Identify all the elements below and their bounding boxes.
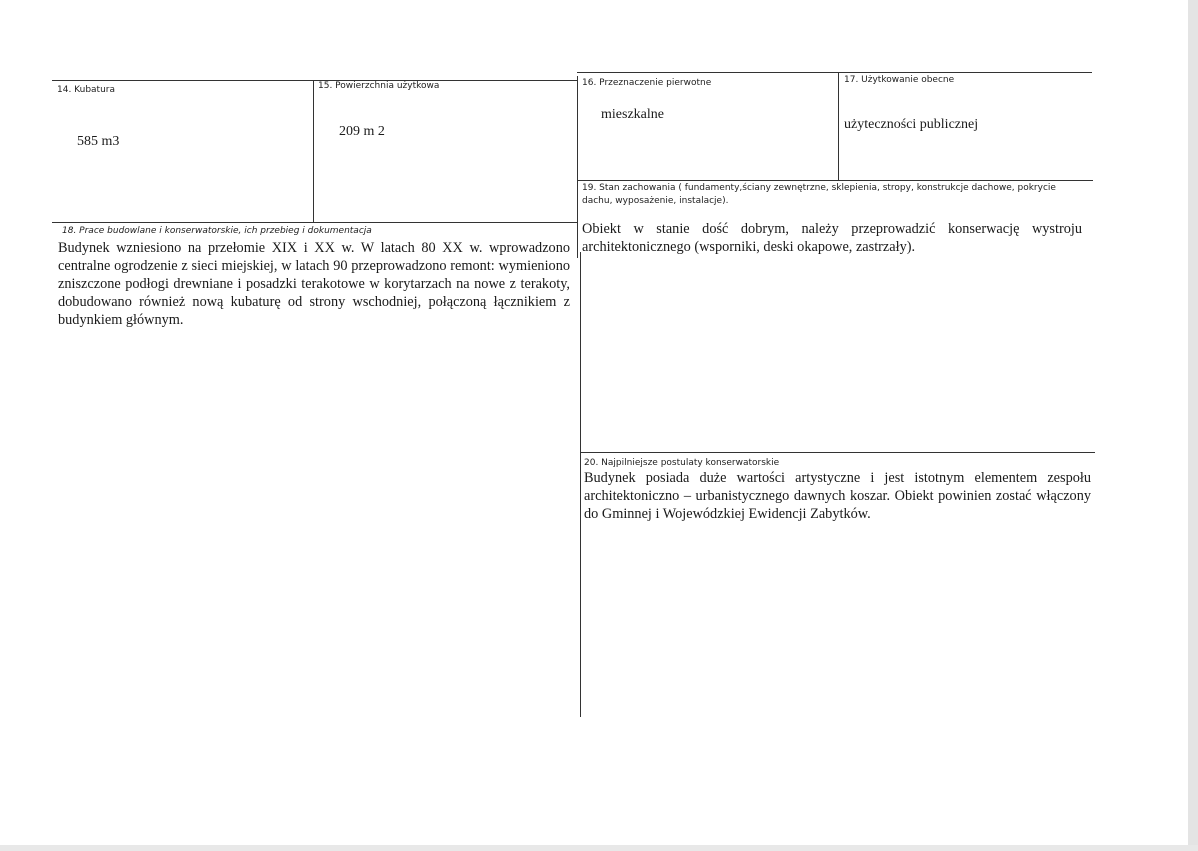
- rule-under-16-17: [578, 180, 1093, 181]
- field-18-text: Budynek wzniesiono na przełomie XIX i XX w. W latach 80 XX w. wprowadzono centralne ogrodzenie z sieci miejskiej, w latach 90 przeprowadzono remont: wymieniono zniszczone podłogi drewniane i posadzki terakotowe w korytarzach na nowe z terakoty, dobudowano również nową kubaturę od strony wschodniej, połączoną łącznikiem z budynkiem głównym.: [58, 240, 570, 328]
- field-14-value: 585 m3: [77, 134, 120, 149]
- field-16-label: 16. Przeznaczenie pierwotne: [582, 78, 712, 88]
- field-19-label: 19. Stan zachowania ( fundamenty,ściany zewnętrzne, sklepienia, stropy, konstrukcje dachowe, pokrycie dachu, wyposażenie, instalacje).: [582, 183, 1056, 206]
- field-20-text: Budynek posiada duże wartości artystyczne i jest istotnym elementem zespołu architektoniczno – urbanistycznego dawnych koszar. Obiekt powinien zostać włączony do Gminnej i Wojewódzkiej Ewidencji Zabytków.: [584, 470, 1091, 522]
- field-17-value: użyteczności publicznej: [844, 117, 979, 132]
- center-divider-lower: [580, 252, 581, 717]
- field-15-value: 209 m 2: [339, 124, 385, 139]
- field-16-value: mieszkalne: [601, 107, 664, 122]
- divider-14-15: [313, 80, 314, 222]
- rule-under-14-15: [52, 222, 578, 223]
- field-19-text: Obiekt w stanie dość dobrym, należy przeprowadzić konserwację wystroju architektonicznego (wsporniki, deski okapowe, zastrzały).: [582, 221, 1082, 255]
- field-17-label: 17. Użytkowanie obecne: [844, 75, 955, 85]
- scan-edge-bottom: [0, 845, 1198, 851]
- field-14-label: 14. Kubatura: [57, 85, 116, 95]
- top-rule-right: [577, 72, 1092, 73]
- rule-above-20: [580, 452, 1095, 453]
- field-18-label: 18. Prace budowlane i konserwatorskie, ich przebieg i dokumentacja: [62, 226, 372, 236]
- field-20-label: 20. Najpilniejsze postulaty konserwatorskie: [584, 458, 780, 468]
- field-15-label: 15. Powierzchnia użytkowa: [318, 81, 440, 91]
- center-divider: [577, 76, 578, 258]
- scan-edge-right: [1188, 0, 1198, 851]
- divider-16-17: [838, 72, 839, 180]
- top-rule-left: [52, 80, 577, 81]
